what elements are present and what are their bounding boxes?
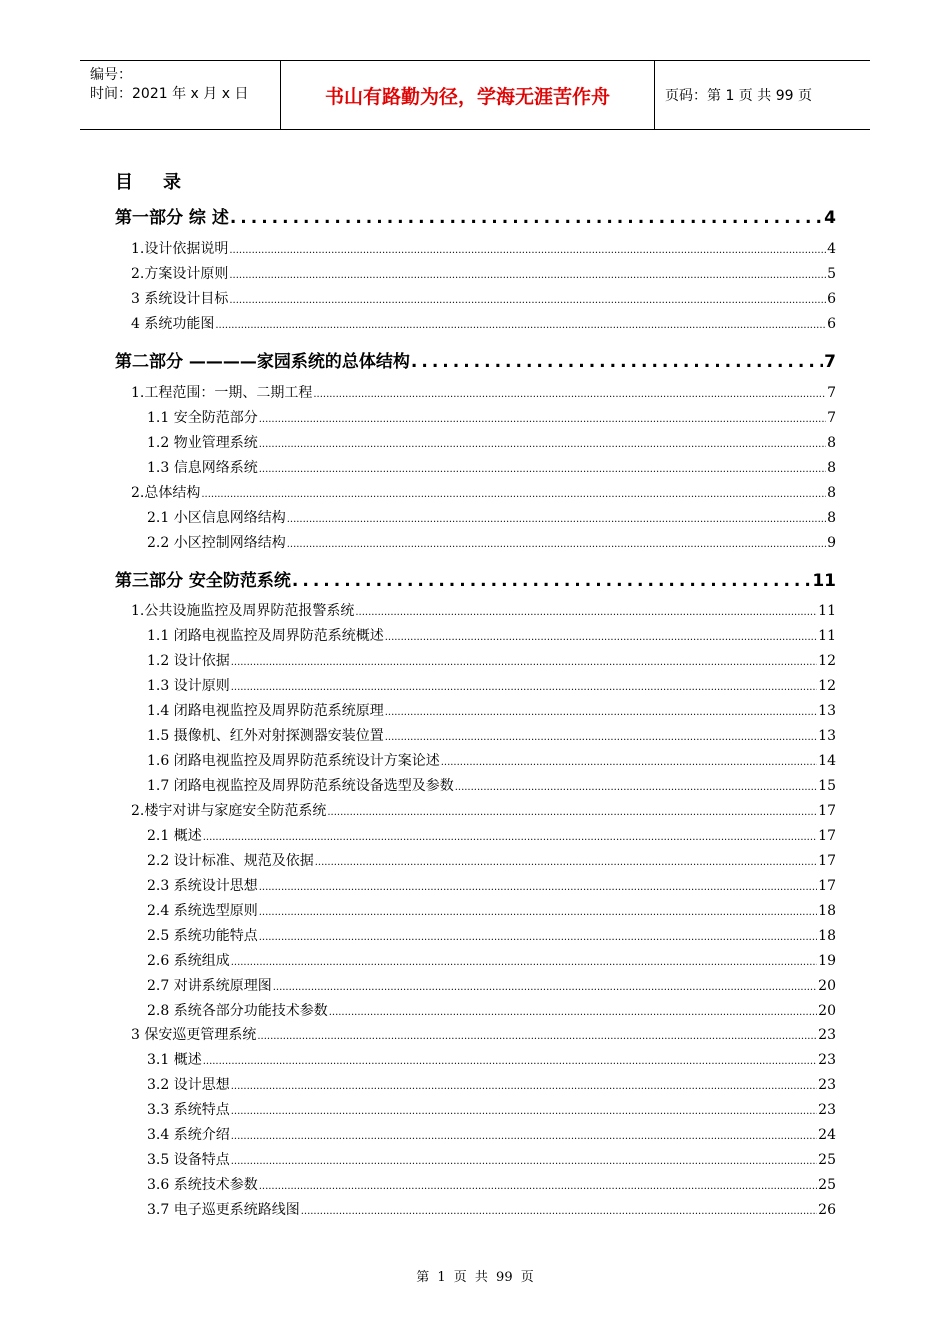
toc-entry-page: 7 xyxy=(824,352,836,372)
toc-entry-page: 4 xyxy=(827,241,836,257)
toc-entry-page: 8 xyxy=(827,485,836,501)
toc-dot-leader xyxy=(355,607,817,618)
toc-dot-leader xyxy=(215,320,826,331)
toc-entry[interactable] xyxy=(147,507,836,527)
toc-dot-leader xyxy=(385,707,817,718)
toc-entry-label: 3.6 系统技术参数 xyxy=(147,1177,258,1193)
toc-entry[interactable] xyxy=(131,382,836,402)
toc-dot-leader xyxy=(273,982,817,993)
toc-dot-leader xyxy=(259,464,826,475)
toc-entry-label: 第三部分 安全防范系统 xyxy=(115,571,291,591)
toc-entry-label: 1.5 摄像机、红外对射探测器安装位置 xyxy=(147,728,384,744)
toc-entry[interactable] xyxy=(147,1049,836,1069)
toc-entry-page: 8 xyxy=(827,460,836,476)
toc-entry[interactable] xyxy=(147,950,836,970)
toc-dot-leader xyxy=(441,757,817,768)
toc-entry-label: 3 保安巡更管理系统 xyxy=(131,1027,257,1043)
toc-entry[interactable] xyxy=(147,650,836,670)
toc-entry-label: 1.4 闭路电视监控及周界防范系统原理 xyxy=(147,703,384,719)
toc-entry-page: 13 xyxy=(818,703,836,719)
toc-dot-leader xyxy=(231,1156,817,1167)
toc-entry-label: 3 系统设计目标 xyxy=(131,291,229,307)
toc-entry[interactable] xyxy=(147,975,836,995)
toc-entry-page: 11 xyxy=(812,571,836,591)
toc-dot-leader xyxy=(231,1106,817,1117)
toc-dot-leader xyxy=(229,295,826,306)
toc-entry-page: 20 xyxy=(818,978,836,994)
toc-entry-label: 1.2 物业管理系统 xyxy=(147,435,258,451)
toc-entry-label: 第一部分 综 述 xyxy=(115,208,229,228)
toc-entry-label: 2.8 系统各部分功能技术参数 xyxy=(147,1003,328,1019)
toc-entry-page: 12 xyxy=(818,653,836,669)
toc-dot-leader xyxy=(231,682,817,693)
toc-part-entry[interactable] xyxy=(115,347,836,372)
toc-entry-page: 6 xyxy=(827,316,836,332)
toc-entry-label: 4 系统功能图 xyxy=(131,316,215,332)
toc-entry[interactable] xyxy=(147,532,836,552)
toc-entry-label: 2.4 系统选型原则 xyxy=(147,903,258,919)
toc-entry-label: 2.2 设计标准、规范及依据 xyxy=(147,853,314,869)
toc-dot-leader xyxy=(292,571,811,591)
toc-entry-page: 7 xyxy=(827,410,836,426)
toc-entry-page: 18 xyxy=(818,903,836,919)
toc-entry-label: 3.1 概述 xyxy=(147,1052,202,1068)
toc-title: 目录 xyxy=(115,172,211,193)
toc-entry-page: 6 xyxy=(827,291,836,307)
toc-entry-page: 15 xyxy=(818,778,836,794)
toc-entry-page: 8 xyxy=(827,510,836,526)
toc-dot-leader xyxy=(327,807,817,818)
toc-dot-leader xyxy=(259,907,817,918)
toc-entry-page: 7 xyxy=(827,385,836,401)
toc-entry-page: 11 xyxy=(818,603,836,619)
toc-entry[interactable] xyxy=(147,750,836,770)
toc-entry[interactable] xyxy=(147,1099,836,1119)
number-label: 编号： xyxy=(90,67,132,83)
toc-entry[interactable] xyxy=(147,625,836,645)
toc-entry-label: 1.7 闭路电视监控及周界防范系统设备选型及参数 xyxy=(147,778,454,794)
toc-entry-label: 2.5 系统功能特点 xyxy=(147,928,258,944)
toc-entry[interactable] xyxy=(131,600,836,620)
toc-entry[interactable] xyxy=(147,675,836,695)
toc-entry[interactable] xyxy=(147,850,836,870)
toc-entry-label: 1.3 信息网络系统 xyxy=(147,460,258,476)
toc-dot-leader xyxy=(231,1131,817,1142)
toc-entry-label: 1.1 闭路电视监控及周界防范系统概述 xyxy=(147,628,384,644)
toc-entry[interactable] xyxy=(147,1174,836,1194)
toc-entry[interactable] xyxy=(147,1124,836,1144)
toc-dot-leader xyxy=(455,782,817,793)
toc-dot-leader xyxy=(230,208,823,228)
toc-entry[interactable] xyxy=(147,900,836,920)
toc-entry-page: 12 xyxy=(818,678,836,694)
toc-entry-page: 25 xyxy=(818,1152,836,1168)
toc-entry-label: 3.5 设备特点 xyxy=(147,1152,230,1168)
toc-dot-leader xyxy=(411,352,823,372)
toc-entry-page: 24 xyxy=(818,1127,836,1143)
toc-dot-leader xyxy=(385,732,817,743)
toc-dot-leader xyxy=(229,270,826,281)
motto: 书山有路勤为径，学海无涯苦作舟 xyxy=(281,61,655,129)
toc-entry-label: 1.公共设施监控及周界防范报警系统 xyxy=(131,603,355,619)
toc-entry-label: 1.1 安全防范部分 xyxy=(147,410,258,426)
toc-entry-label: 2.楼宇对讲与家庭安全防范系统 xyxy=(131,803,327,819)
toc-entry[interactable] xyxy=(131,482,836,502)
toc-dot-leader xyxy=(259,932,817,943)
toc-dot-leader xyxy=(231,957,817,968)
time-label: 时间：2021 年 x 月 x 日 xyxy=(90,86,249,102)
toc-entry-page: 26 xyxy=(818,1202,836,1218)
toc-entry-label: 3.3 系统特点 xyxy=(147,1102,230,1118)
toc-entry[interactable] xyxy=(147,775,836,795)
toc-dot-leader xyxy=(231,657,817,668)
toc-entry[interactable] xyxy=(147,457,836,477)
toc-entry-label: 1.3 设计原则 xyxy=(147,678,230,694)
toc-entry-label: 2.1 小区信息网络结构 xyxy=(147,510,286,526)
toc-dot-leader xyxy=(301,1206,817,1217)
toc-dot-leader xyxy=(259,414,826,425)
toc-entry-label: 3.7 电子巡更系统路线图 xyxy=(147,1202,300,1218)
toc-entry-label: 3.2 设计思想 xyxy=(147,1077,230,1093)
toc-dot-leader xyxy=(259,1181,817,1192)
toc-entry[interactable] xyxy=(147,432,836,452)
toc-entry[interactable] xyxy=(147,700,836,720)
toc-entry[interactable] xyxy=(147,875,836,895)
toc-entry[interactable] xyxy=(131,238,836,258)
toc-entry-page: 25 xyxy=(818,1177,836,1193)
toc-entry-page: 20 xyxy=(818,1003,836,1019)
toc-entry[interactable] xyxy=(147,925,836,945)
toc-entry-page: 23 xyxy=(818,1052,836,1068)
toc-entry[interactable] xyxy=(147,825,836,845)
toc-part-entry[interactable] xyxy=(115,203,836,228)
toc-entry[interactable] xyxy=(147,407,836,427)
toc-entry[interactable] xyxy=(131,288,836,308)
toc-entry-page: 13 xyxy=(818,728,836,744)
toc-dot-leader xyxy=(201,489,826,500)
toc-entry-label: 2.方案设计原则 xyxy=(131,266,229,282)
toc-entry-page: 23 xyxy=(818,1027,836,1043)
toc-dot-leader xyxy=(203,1056,817,1067)
document-header xyxy=(80,60,870,130)
toc-entry-label: 2.总体结构 xyxy=(131,485,201,501)
toc-entry-page: 4 xyxy=(824,208,836,228)
page-footer: 第 1 页 共 99 页 xyxy=(416,1270,534,1285)
toc-entry-page: 23 xyxy=(818,1102,836,1118)
toc-entry-label: 1.6 闭路电视监控及周界防范系统设计方案论述 xyxy=(147,753,440,769)
toc-entry-page: 9 xyxy=(827,535,836,551)
toc-entry-page: 17 xyxy=(818,828,836,844)
toc-dot-leader xyxy=(259,439,826,450)
toc-entry-label: 2.6 系统组成 xyxy=(147,953,230,969)
toc-part-entry[interactable] xyxy=(115,566,836,591)
toc-dot-leader xyxy=(231,1081,817,1092)
toc-dot-leader xyxy=(313,389,826,400)
toc-entry-page: 17 xyxy=(818,853,836,869)
toc-entry[interactable] xyxy=(131,800,836,820)
toc-entry-page: 19 xyxy=(818,953,836,969)
toc-dot-leader xyxy=(229,245,826,256)
toc-entry-label: 2.3 系统设计思想 xyxy=(147,878,258,894)
toc-entry-label: 2.2 小区控制网络结构 xyxy=(147,535,286,551)
toc-dot-leader xyxy=(287,514,826,525)
toc-entry[interactable] xyxy=(131,1024,836,1044)
toc-entry-page: 8 xyxy=(827,435,836,451)
toc-entry[interactable] xyxy=(147,1000,836,1020)
toc-entry-label: 1.2 设计依据 xyxy=(147,653,230,669)
toc-dot-leader xyxy=(329,1007,817,1018)
toc-entry[interactable] xyxy=(147,1199,836,1219)
toc-entry-label: 1.工程范围：一期、二期工程 xyxy=(131,385,313,401)
toc-dot-leader xyxy=(259,882,817,893)
toc-entry-page: 18 xyxy=(818,928,836,944)
toc-dot-leader xyxy=(257,1031,817,1042)
toc-entry[interactable] xyxy=(147,725,836,745)
toc-entry-label: 1.设计依据说明 xyxy=(131,241,229,257)
toc-entry-label: 2.7 对讲系统原理图 xyxy=(147,978,272,994)
toc-entry-page: 11 xyxy=(818,628,836,644)
toc-entry-page: 14 xyxy=(818,753,836,769)
toc-dot-leader xyxy=(385,632,817,643)
toc-entry-page: 5 xyxy=(827,266,836,282)
toc-dot-leader xyxy=(287,539,826,550)
toc-entry[interactable] xyxy=(131,263,836,283)
toc-entry[interactable] xyxy=(147,1149,836,1169)
toc-entry-page: 17 xyxy=(818,878,836,894)
toc-entry-label: 2.1 概述 xyxy=(147,828,202,844)
toc-dot-leader xyxy=(203,832,817,843)
page-info: 页码：第 1 页 共 99 页 xyxy=(665,88,812,104)
toc-dot-leader xyxy=(315,857,817,868)
toc-entry-label: 3.4 系统介绍 xyxy=(147,1127,230,1143)
toc-entry-page: 23 xyxy=(818,1077,836,1093)
toc-entry-label: 第二部分 ————家园系统的总体结构 xyxy=(115,352,410,372)
header-meta-cell xyxy=(80,61,281,129)
toc-entry[interactable] xyxy=(147,1074,836,1094)
toc-entry-page: 17 xyxy=(818,803,836,819)
toc-entry[interactable] xyxy=(131,313,836,333)
